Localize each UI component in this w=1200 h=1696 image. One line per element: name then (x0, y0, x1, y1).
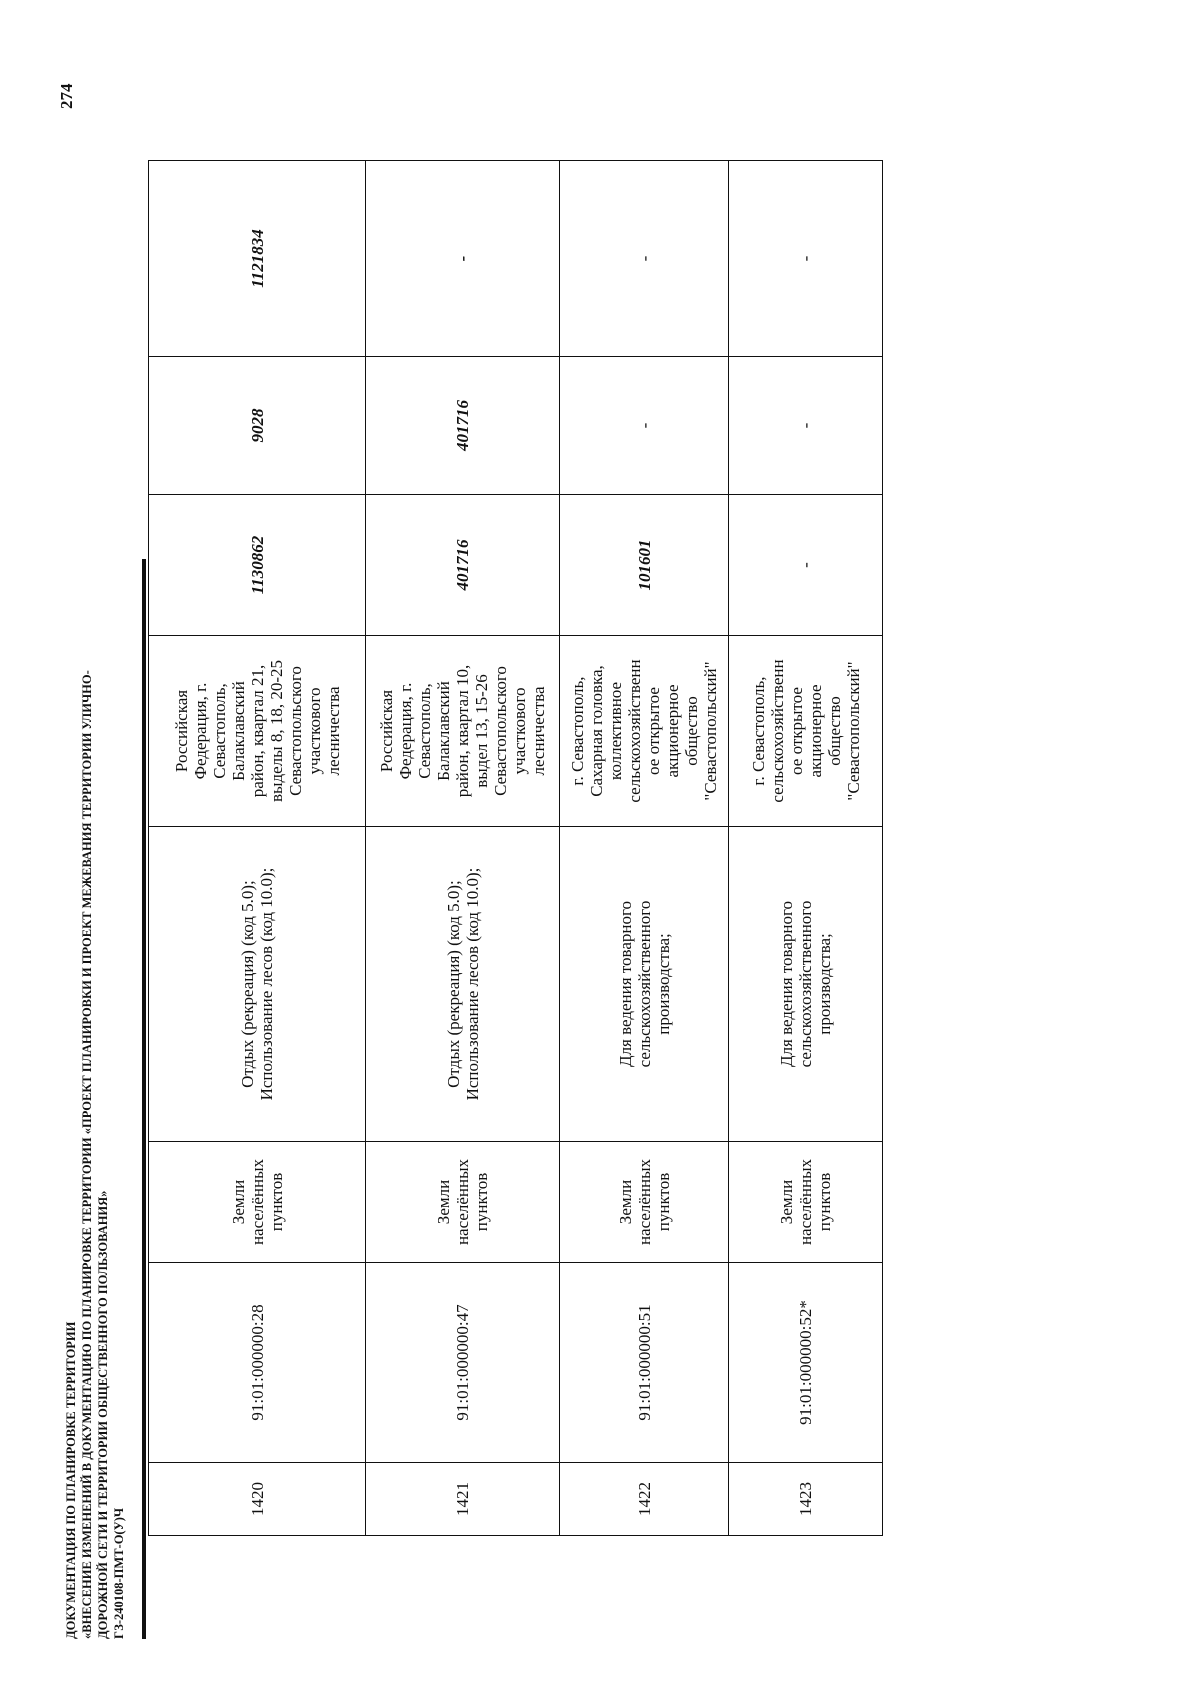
table-row (729, 161, 883, 1536)
parcels-table (148, 160, 883, 1536)
cell-area-3: 1121834 (149, 161, 366, 357)
page-number: 274 (57, 83, 76, 109)
cell-no: 1423 (729, 1463, 883, 1536)
cell-cadastral: 91:01:000000:28 (149, 1263, 366, 1463)
cell-area-3: - (560, 161, 729, 357)
cell-no: 1421 (366, 1463, 560, 1536)
cell-area-1: 1130862 (149, 495, 366, 636)
cell-area-2: 9028 (149, 357, 366, 495)
cell-area-2: - (729, 357, 883, 495)
header-line-2: «ВНЕСЕНИЕ ИЗМЕНЕНИЙ В ДОКУМЕНТАЦИЮ ПО ПЛАНИРОВКЕ ТЕРРИТОРИИ «ПРОЕКТ ПЛАНИРОВКИ И ПРОЕКТ МЕЖЕВАНИЯ ТЕРРИТОРИИ УЛИЧНО- (80, 670, 94, 1639)
cell-category: Земли населённых пунктов (560, 1142, 729, 1263)
cell-category: Земли населённых пунктов (729, 1142, 883, 1263)
document-header (63, 319, 127, 1639)
cell-use: Отдых (рекреация) (код 5.0); Использование лесов (код 10.0); (366, 827, 560, 1142)
cell-area-3: - (729, 161, 883, 357)
cell-location: г. Севастополь, сельскохозяйственн ое открытое акционерное общество "Севастопольский" (729, 636, 883, 827)
cell-area-1: 101601 (560, 495, 729, 636)
cell-area-1: - (729, 495, 883, 636)
cell-cadastral: 91:01:000000:51 (560, 1263, 729, 1463)
header-line-1: ДОКУМЕНТАЦИЯ ПО ПЛАНИРОВКЕ ТЕРРИТОРИИ (64, 1321, 78, 1639)
header-line-4: ГЗ-240108-ПМТ-О(У)Ч (112, 1507, 126, 1639)
cell-no: 1420 (149, 1463, 366, 1536)
table-row (149, 161, 366, 1536)
cell-category: Земли населённых пунктов (149, 1142, 366, 1263)
cell-cadastral: 91:01:000000:47 (366, 1263, 560, 1463)
cell-area-1: 401716 (366, 495, 560, 636)
cell-area-3: - (366, 161, 560, 357)
cell-no: 1422 (560, 1463, 729, 1536)
cell-area-2: - (560, 357, 729, 495)
header-line-3: ДОРОЖНОЙ СЕТИ И ТЕРРИТОРИИ ОБЩЕСТВЕННОГО ПОЛЬЗОВАНИЯ» (96, 1190, 110, 1639)
cell-location: г. Севастополь, Сахарная головка, коллективное сельскохозяйственн ое открытое акционерное общество "Севастопольский" (560, 636, 729, 827)
cell-location: Российская Федерация, г. Севастополь, Балаклавский район, квартал 10, выдел 13, 15-26 Севастопольского участкового лесничества (366, 636, 560, 827)
table-row (366, 161, 560, 1536)
cell-use: Для ведения товарного сельскохозяйственного производства; (560, 827, 729, 1142)
cell-location: Российская Федерация, г. Севастополь, Балаклавский район, квартал 21, выделы 8, 18, 20-25 Севастопольского участкового лесничества (149, 636, 366, 827)
cell-use: Для ведения товарного сельскохозяйственного производства; (729, 827, 883, 1142)
cell-cadastral: 91:01:000000:52* (729, 1263, 883, 1463)
table-row (560, 161, 729, 1536)
cell-area-2: 401716 (366, 357, 560, 495)
cell-category: Земли населённых пунктов (366, 1142, 560, 1263)
cell-use: Отдых (рекреация) (код 5.0); Использование лесов (код 10.0); (149, 827, 366, 1142)
header-divider (142, 559, 146, 1639)
